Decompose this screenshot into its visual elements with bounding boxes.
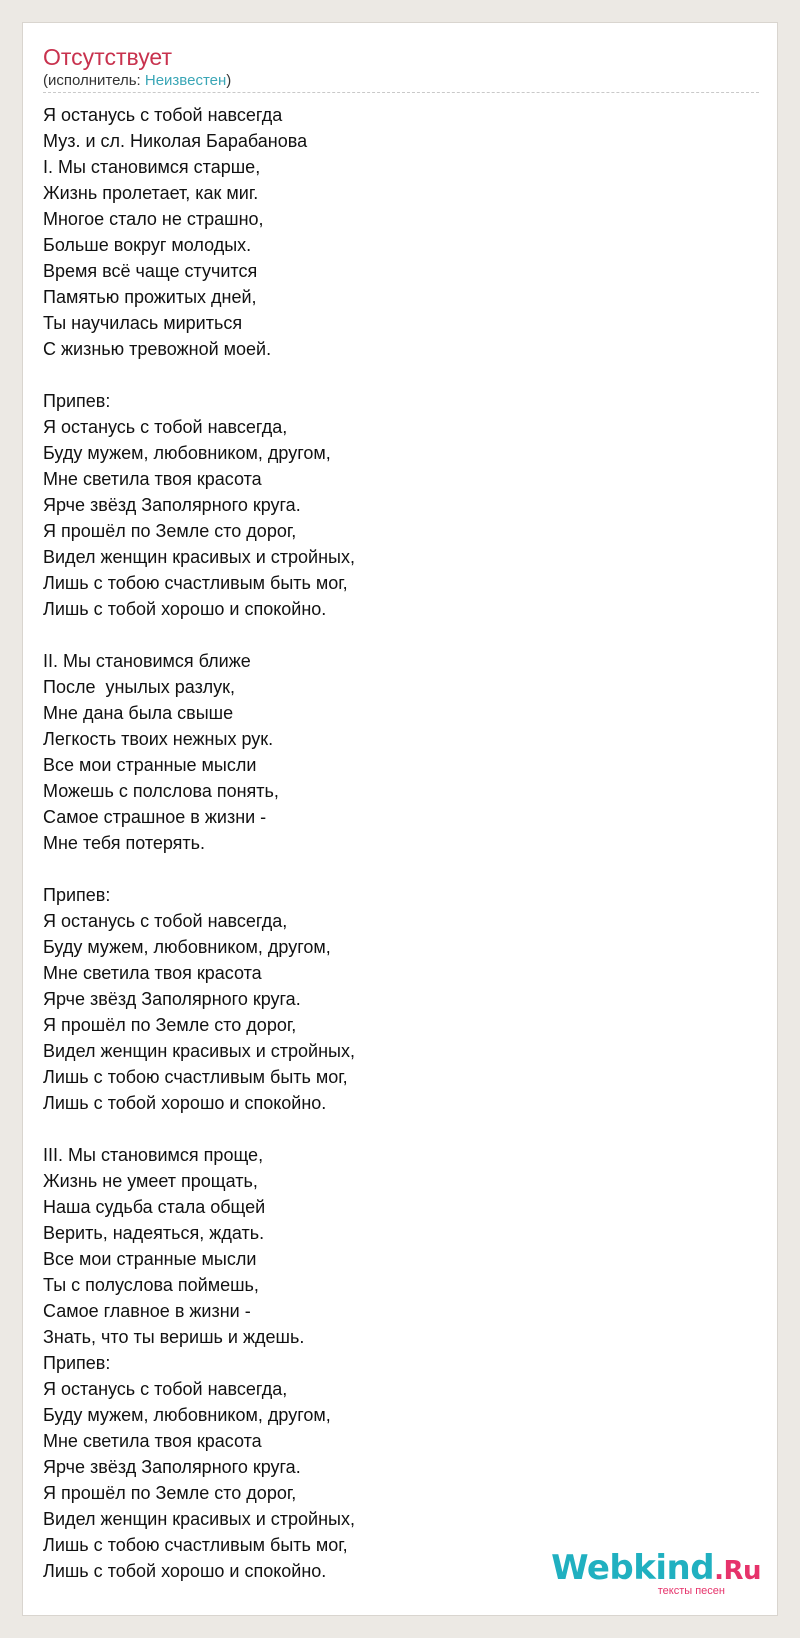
stanza-gap: [43, 1116, 355, 1142]
lyric-line: Я прошёл по Земле сто дорог,: [43, 1483, 297, 1503]
artist-link[interactable]: Неизвестен: [144, 72, 227, 89]
lyric-line: Ярче звёзд Заполярного круга.: [43, 1457, 301, 1477]
lyric-line: Припев:: [43, 391, 111, 411]
lyric-line: Все мои странные мысли: [43, 755, 257, 775]
lyric-line: Жизнь пролетает, как миг.: [43, 183, 259, 203]
lyrics-page: [22, 22, 778, 1616]
lyric-line: Время всё чаще стучится: [43, 261, 258, 281]
lyric-line: Мне дана была свыше: [43, 703, 234, 723]
lyric-line: Памятью прожитых дней,: [43, 287, 257, 307]
lyric-line: Самое главное в жизни -: [43, 1301, 251, 1321]
lyric-line: III. Мы становимся проще,: [43, 1145, 264, 1165]
lyric-line: Я останусь с тобой навсегда,: [43, 1379, 288, 1399]
site-logo[interactable]: [551, 1550, 761, 1597]
lyric-line: С жизнью тревожной моей.: [43, 339, 272, 359]
lyric-line: Верить, надеяться, ждать.: [43, 1223, 265, 1243]
lyric-line: Я прошёл по Земле сто дорог,: [43, 521, 297, 541]
song-title: Отсутствует: [43, 44, 172, 70]
logo-tld: .Ru: [714, 1556, 761, 1586]
lyric-line: Легкость твоих нежных рук.: [43, 729, 274, 749]
lyric-line: Видел женщин красивых и стройных,: [43, 547, 355, 567]
lyric-line: Мне светила твоя красота: [43, 469, 262, 489]
lyric-line: Я останусь с тобой навсегда,: [43, 417, 288, 437]
lyric-line: I. Мы становимся старше,: [43, 157, 261, 177]
logo-tagline: тексты песен: [657, 1585, 725, 1597]
lyric-line: Мне тебя потерять.: [43, 833, 206, 853]
artist-line: [43, 71, 231, 91]
lyric-line: Можешь с полслова понять,: [43, 781, 279, 801]
lyric-line: Видел женщин красивых и стройных,: [43, 1509, 355, 1529]
lyric-line: После унылых разлук,: [43, 677, 236, 697]
stanza-gap: [43, 362, 355, 388]
lyric-line: Лишь с тобою счастливым быть мог,: [43, 1067, 348, 1087]
lyric-line: Все мои странные мысли: [43, 1249, 257, 1269]
lyric-line: Лишь с тобою счастливым быть мог,: [43, 573, 348, 593]
artist-suffix: ): [226, 72, 232, 89]
lyric-line: Лишь с тобой хорошо и спокойно.: [43, 1561, 327, 1581]
artist-prefix: (исполнитель:: [43, 72, 145, 89]
stanza-gap: [43, 622, 355, 648]
lyric-line: Многое стало не страшно,: [43, 209, 264, 229]
lyric-line: Ты с полуслова поймешь,: [43, 1275, 259, 1295]
lyric-line: Больше вокруг молодых.: [43, 235, 252, 255]
lyric-line: Знать, что ты веришь и ждешь.: [43, 1327, 305, 1347]
stanza-gap: [43, 856, 355, 882]
lyric-line: Припев:: [43, 1353, 111, 1373]
lyric-line: Ярче звёзд Заполярного круга.: [43, 495, 301, 515]
lyric-line: Ярче звёзд Заполярного круга.: [43, 989, 301, 1009]
lyric-line: Лишь с тобою счастливым быть мог,: [43, 1535, 348, 1555]
lyric-line: Буду мужем, любовником, другом,: [43, 1405, 331, 1425]
lyrics-text: [43, 102, 355, 1584]
lyric-line: Буду мужем, любовником, другом,: [43, 937, 331, 957]
lyric-line: Ты научилась мириться: [43, 313, 243, 333]
lyric-line: Я останусь с тобой навсегда: [43, 105, 283, 125]
lyric-line: Наша судьба стала общей: [43, 1197, 266, 1217]
logo-brand: Webkind: [551, 1548, 715, 1588]
lyric-line: Муз. и сл. Николая Барабанова: [43, 131, 308, 151]
lyric-line: Припев:: [43, 885, 111, 905]
lyric-line: Мне светила твоя красота: [43, 963, 262, 983]
lyric-line: Буду мужем, любовником, другом,: [43, 443, 331, 463]
lyric-line: Я останусь с тобой навсегда,: [43, 911, 288, 931]
lyric-line: Видел женщин красивых и стройных,: [43, 1041, 355, 1061]
lyric-line: Жизнь не умеет прощать,: [43, 1171, 258, 1191]
lyric-line: Я прошёл по Земле сто дорог,: [43, 1015, 297, 1035]
lyric-line: Лишь с тобой хорошо и спокойно.: [43, 599, 327, 619]
lyric-line: Лишь с тобой хорошо и спокойно.: [43, 1093, 327, 1113]
lyric-line: Мне светила твоя красота: [43, 1431, 262, 1451]
lyric-line: II. Мы становимся ближе: [43, 651, 251, 671]
lyric-line: Самое страшное в жизни -: [43, 807, 267, 827]
header-divider: [43, 92, 759, 93]
